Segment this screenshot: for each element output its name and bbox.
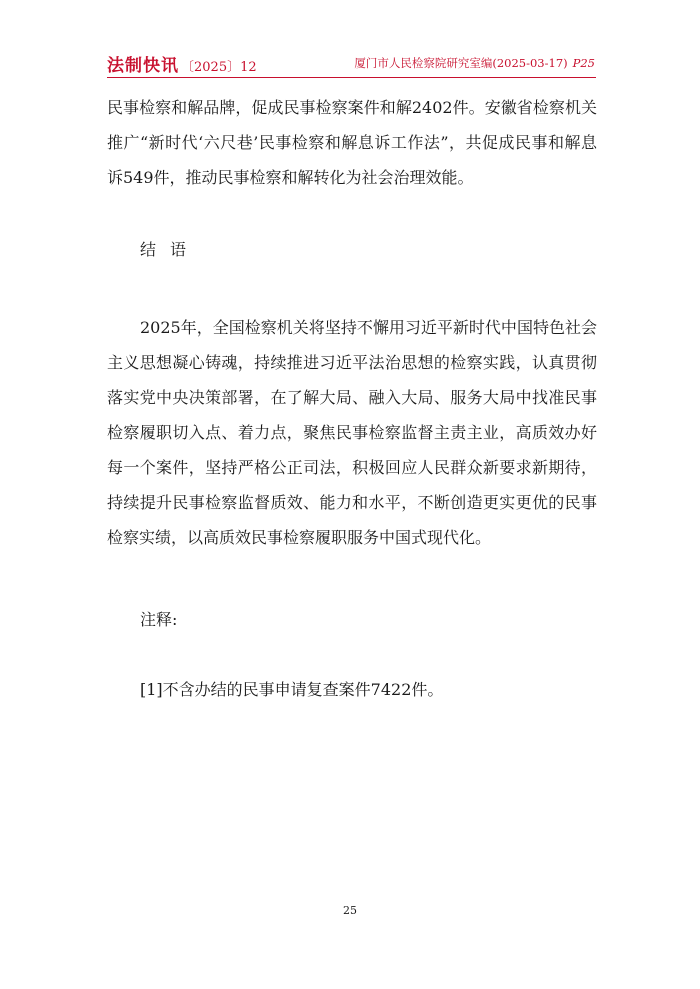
header-divider	[107, 77, 596, 78]
header-page-mark: P25	[572, 56, 595, 70]
notes-label: 注释:	[140, 610, 178, 629]
header-publication	[107, 51, 257, 76]
page-number: 25	[343, 904, 357, 917]
footnote-item: [1]不含办结的民事申请复查案件7422件。	[140, 680, 444, 699]
section-heading: 结语	[140, 240, 201, 259]
paragraph-continued: 民事检察和解品牌，促成民事检察案件和解2402件。安徽省检察机关推广“新时代‘六尺巷’民事检察和解息诉工作法”，共促成民事和解息诉549件，推动民事检察和解转化为社会治理效能。	[107, 98, 597, 187]
header-source	[354, 55, 595, 71]
publication-title: 法制快讯	[107, 56, 179, 76]
issue-number: 〔2025〕12	[181, 60, 257, 75]
page-header	[107, 51, 595, 76]
source-line: 厦门市人民检察院研究室编(2025-03-17)	[354, 56, 568, 70]
paragraph-conclusion: 2025年，全国检察机关将坚持不懈用习近平新时代中国特色社会主义思想凝心铸魂，持续推进习近平法治思想的检察实践，认真贯彻落实党中央决策部署，在了解大局、融入大局、服务大局中找准民事检察履职切入点、着力点，聚焦民事检察监督主责主业，高质效办好每一个案件，坚持严格公正司法，积极回应人民群众新要求新期待，持续提升民事检察监督质效、能力和水平，不断创造更实更优的民事检察实绩，以高质效民事检察履职服务中国式现代化。	[107, 318, 597, 547]
